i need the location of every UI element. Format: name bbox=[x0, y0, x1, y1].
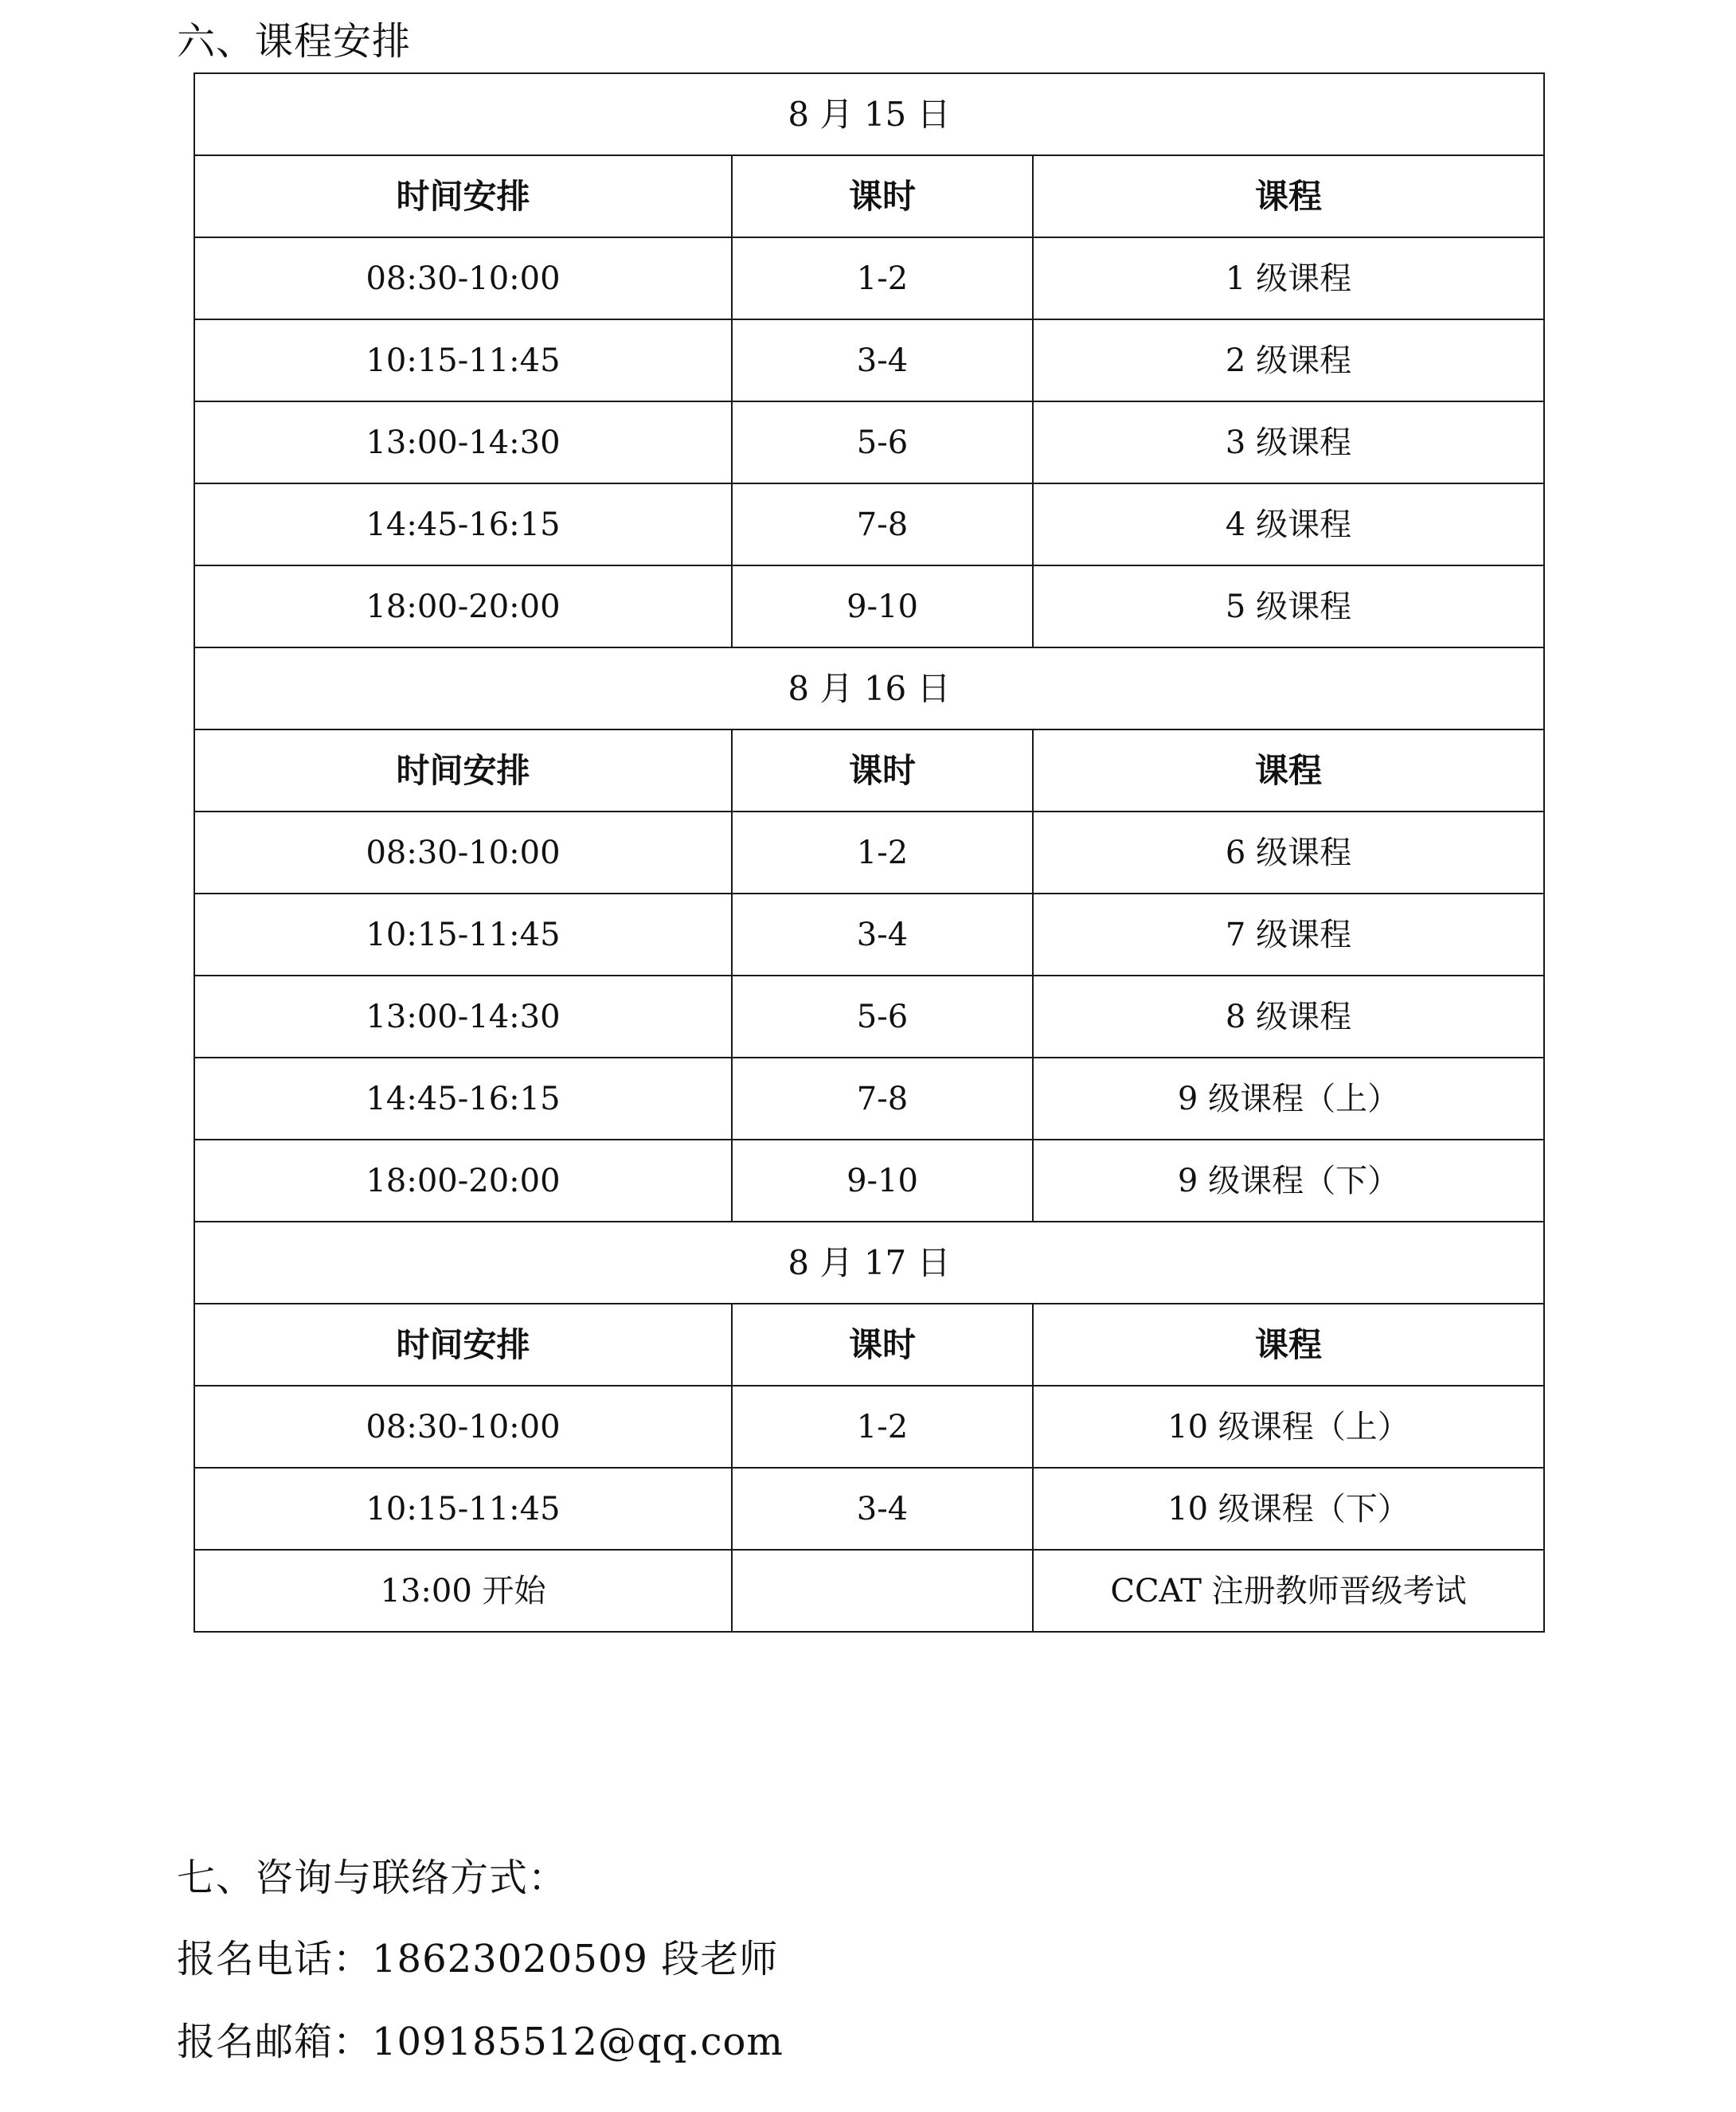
phone-label: 报名电话： bbox=[177, 1937, 373, 1981]
course-cell: 4 级课程 bbox=[1033, 483, 1544, 565]
time-cell: 13:00 开始 bbox=[194, 1550, 732, 1632]
course-cell: 10 级课程（下） bbox=[1033, 1468, 1544, 1550]
email-value: 109185512@qq.com bbox=[372, 2020, 784, 2064]
table-row bbox=[194, 401, 1544, 483]
header-time: 时间安排 bbox=[194, 1304, 732, 1386]
hours-cell: 1-2 bbox=[732, 1386, 1033, 1468]
time-cell: 14:45-16:15 bbox=[194, 1058, 732, 1140]
header-time: 时间安排 bbox=[194, 155, 732, 237]
hours-cell: 5-6 bbox=[732, 401, 1033, 483]
hours-cell: 7-8 bbox=[732, 1058, 1033, 1140]
hours-cell: 5-6 bbox=[732, 976, 1033, 1058]
date-row bbox=[194, 647, 1544, 729]
time-cell: 10:15-11:45 bbox=[194, 1468, 732, 1550]
time-cell: 13:00-14:30 bbox=[194, 401, 732, 483]
table-row bbox=[194, 1550, 1544, 1632]
date-text: 8 月 15 日 bbox=[788, 94, 951, 134]
phone-value: 18623020509 段老师 bbox=[372, 1937, 779, 1981]
hours-cell: 7-8 bbox=[732, 483, 1033, 565]
hours-cell: 3-4 bbox=[732, 894, 1033, 976]
contact-email-line bbox=[177, 2018, 784, 2066]
time-cell: 14:45-16:15 bbox=[194, 483, 732, 565]
course-schedule-table bbox=[194, 72, 1545, 1633]
date-cell bbox=[194, 647, 1544, 729]
date-text: 8 月 17 日 bbox=[788, 1242, 951, 1282]
contact-phone-line bbox=[177, 1935, 778, 1983]
time-cell: 10:15-11:45 bbox=[194, 894, 732, 976]
header-hours: 课时 bbox=[732, 1304, 1033, 1386]
course-cell: 9 级课程（上） bbox=[1033, 1058, 1544, 1140]
course-cell: 7 级课程 bbox=[1033, 894, 1544, 976]
table-row bbox=[194, 565, 1544, 647]
date-text: 8 月 16 日 bbox=[788, 668, 951, 708]
header-course: 课程 bbox=[1033, 155, 1544, 237]
table-row bbox=[194, 1468, 1544, 1550]
header-hours: 课时 bbox=[732, 155, 1033, 237]
header-row bbox=[194, 1304, 1544, 1386]
table-row bbox=[194, 1140, 1544, 1222]
header-course: 课程 bbox=[1033, 729, 1544, 812]
course-cell: 9 级课程（下） bbox=[1033, 1140, 1544, 1222]
header-row bbox=[194, 155, 1544, 237]
table-row bbox=[194, 812, 1544, 894]
table-row bbox=[194, 1386, 1544, 1468]
hours-cell: 9-10 bbox=[732, 565, 1033, 647]
header-time: 时间安排 bbox=[194, 729, 732, 812]
hours-cell bbox=[732, 1550, 1033, 1632]
section-6-heading: 六、课程安排 bbox=[177, 19, 412, 64]
hours-cell: 3-4 bbox=[732, 319, 1033, 401]
date-row bbox=[194, 73, 1544, 155]
section-7-heading: 七、咨询与联络方式： bbox=[177, 1856, 568, 1900]
time-cell: 08:30-10:00 bbox=[194, 237, 732, 319]
course-cell: 3 级课程 bbox=[1033, 401, 1544, 483]
hours-cell: 9-10 bbox=[732, 1140, 1033, 1222]
course-cell: 5 级课程 bbox=[1033, 565, 1544, 647]
hours-cell: 1-2 bbox=[732, 812, 1033, 894]
course-cell: 6 级课程 bbox=[1033, 812, 1544, 894]
header-course: 课程 bbox=[1033, 1304, 1544, 1386]
course-cell: 8 级课程 bbox=[1033, 976, 1544, 1058]
table-row bbox=[194, 319, 1544, 401]
course-cell: CCAT 注册教师晋级考试 bbox=[1033, 1550, 1544, 1632]
time-cell: 10:15-11:45 bbox=[194, 319, 732, 401]
time-cell: 08:30-10:00 bbox=[194, 1386, 732, 1468]
date-cell bbox=[194, 73, 1544, 155]
date-row bbox=[194, 1222, 1544, 1304]
time-cell: 08:30-10:00 bbox=[194, 812, 732, 894]
course-cell: 10 级课程（上） bbox=[1033, 1386, 1544, 1468]
time-cell: 18:00-20:00 bbox=[194, 565, 732, 647]
header-hours: 课时 bbox=[732, 729, 1033, 812]
hours-cell: 3-4 bbox=[732, 1468, 1033, 1550]
header-row bbox=[194, 729, 1544, 812]
time-cell: 18:00-20:00 bbox=[194, 1140, 732, 1222]
hours-cell: 1-2 bbox=[732, 237, 1033, 319]
table-row bbox=[194, 894, 1544, 976]
email-label: 报名邮箱： bbox=[177, 2020, 373, 2064]
course-cell: 2 级课程 bbox=[1033, 319, 1544, 401]
course-cell: 1 级课程 bbox=[1033, 237, 1544, 319]
table-row bbox=[194, 1058, 1544, 1140]
table-row bbox=[194, 237, 1544, 319]
table-row bbox=[194, 483, 1544, 565]
table-row bbox=[194, 976, 1544, 1058]
time-cell: 13:00-14:30 bbox=[194, 976, 732, 1058]
date-cell bbox=[194, 1222, 1544, 1304]
